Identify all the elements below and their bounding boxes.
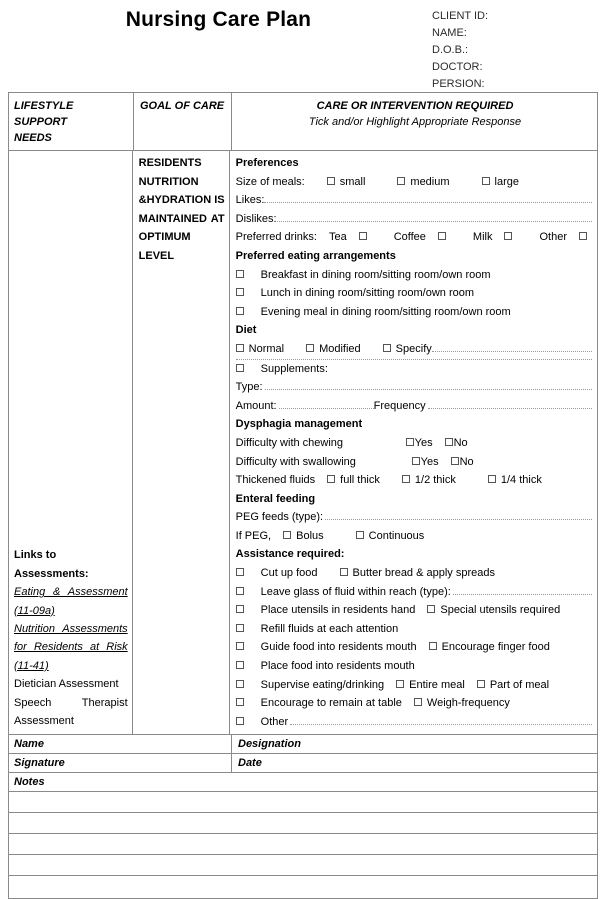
checkbox-remain-at-table[interactable] [236,698,244,706]
label-supervise-eating: Supervise eating/drinking [260,678,385,691]
likes-label: Likes: [235,194,265,207]
page-title: Nursing Care Plan [125,8,312,31]
link-dietician-assessment: Dietician Assessment [14,678,119,691]
dislikes-row [236,210,592,229]
checkbox-half-thick[interactable] [402,475,410,483]
link-eating-assessment[interactable]: Eating & Assessment [14,586,128,599]
label-drink-milk: Milk [472,231,493,244]
assistance-other-input-line[interactable] [290,714,592,725]
leave-glass-fluid-input-line[interactable] [453,584,592,595]
label-date: Date [238,757,262,770]
label-diet-modified: Modified [319,342,361,355]
checkbox-peg-continuous[interactable] [356,531,364,539]
preferences-heading: Preferences [235,157,299,169]
diet-specify-input-line[interactable] [432,341,592,352]
checkbox-diet-specify[interactable] [383,344,391,352]
checkbox-encourage-finger-food[interactable] [429,642,437,650]
supplement-type-input-line[interactable] [265,379,592,390]
label-meal-small: small [339,175,366,188]
label-special-utensils: Special utensils required [440,604,561,617]
label-cut-up-food: Cut up food [260,567,318,580]
checkbox-cut-up-food[interactable] [236,568,244,576]
checkbox-chewing-no[interactable] [445,438,453,446]
client-field-dob: D.O.B.: [432,44,469,56]
checkbox-butter-bread[interactable] [340,568,348,576]
client-field-persion: PERSION: [432,78,485,90]
label-peg-feeds: PEG feeds (type): [235,511,324,524]
link-nutrition-assessments-code[interactable]: (11-41) [14,659,49,672]
checkbox-diet-normal[interactable] [236,344,244,352]
care-header-subtitle: Tick and/or Highlight Appropriate Response [308,116,522,128]
table-header-row [9,93,597,151]
checkbox-meal-large[interactable] [482,177,490,185]
peg-feeds-row [236,508,592,527]
notes-blank-row[interactable] [9,855,597,876]
preferred-drinks-row [236,228,592,247]
client-field-client-id: CLIENT ID: [432,10,489,22]
label-thickened-fluids: Thickened fluids [235,474,316,487]
signature-date-row [9,754,597,773]
preferred-drinks-label: Preferred drinks: [235,231,317,244]
checkbox-supervise-eating[interactable] [236,680,244,688]
client-field-doctor: DOCTOR: [432,61,483,73]
label-full-thick: full thick [340,474,380,487]
label-drink-coffee: Coffee [393,231,426,244]
notes-blank-row[interactable] [9,792,597,813]
goal-line-2: NUTRITION [138,175,199,188]
label-entire-meal: Entire meal [409,678,465,691]
checkbox-guide-food[interactable] [236,642,244,650]
column-header-lifestyle [9,93,134,150]
checkbox-special-utensils[interactable] [427,605,435,613]
label-notes: Notes [9,773,597,792]
label-refill-fluids: Refill fluids at each attention [260,622,399,635]
column-header-care [232,93,597,150]
assistance-row-leave-glass [236,583,592,602]
checkbox-drink-tea[interactable] [359,232,367,240]
label-name: Name [9,735,232,753]
checkbox-drink-milk[interactable] [504,232,512,240]
label-remain-at-table: Encourage to remain at table [260,697,402,710]
checkbox-meal-small[interactable] [327,177,335,185]
label-lunch-location: Lunch in dining room/sitting room/own room [260,287,475,300]
assistance-row-refill-fluids [236,620,592,639]
label-difficulty-chewing: Difficulty with chewing [235,436,344,449]
assistance-required-heading: Assistance required: [235,548,345,561]
supplement-amount-input-line[interactable] [279,398,374,409]
supplements-row [236,360,592,379]
assistance-row-place-food [236,657,592,676]
goal-line-3: &HYDRATION IS [138,194,225,207]
client-info-block [432,8,488,93]
supplement-amount-row [236,397,592,416]
label-swallowing-yes: Yes [420,455,439,468]
assessment-links-italic [14,583,128,675]
label-designation: Designation [238,738,301,751]
goal-of-care-text [139,154,225,266]
label-assistance-other: Other [260,715,289,728]
enteral-feeding-heading: Enteral feeding [235,492,316,505]
checkbox-place-utensils-hand[interactable] [236,605,244,613]
label-part-of-meal: Part of meal [489,678,550,691]
dislikes-input-line[interactable] [277,211,592,222]
column-header-goal: GOAL OF CARE [134,93,232,150]
label-weigh-frequency: Weigh-frequency [426,697,510,710]
assistance-row-guide-food [236,638,592,657]
dislikes-label: Dislikes: [235,212,277,225]
label-diet-normal: Normal [248,342,285,355]
goal-line-5: OPTIMUM LEVEL [138,231,191,262]
link-eating-assessment-code[interactable]: (11-09a) [14,604,55,617]
checkbox-weigh-frequency[interactable] [414,698,422,706]
label-half-thick: 1/2 thick [414,474,456,487]
goal-line-1: RESIDENTS [138,157,202,169]
links-to-assessments [14,546,128,730]
label-chewing-no: No [453,436,468,449]
size-of-meals-label: Size of meals: [235,175,305,188]
checkbox-entire-meal[interactable] [396,680,404,688]
assistance-row-cut-up-food [236,564,592,583]
goal-line-4: MAINTAINED AT [138,212,225,225]
eating-arrangements-heading: Preferred eating arrangements [235,249,396,262]
checkbox-refill-fluids[interactable] [236,624,244,632]
assessment-links-plain [14,675,128,730]
checkbox-peg-bolus[interactable] [283,531,291,539]
label-diet-specify: Specify [395,342,432,355]
label-drink-other: Other [539,231,567,244]
checkbox-breakfast-location[interactable] [236,270,244,278]
lifestyle-support-needs-cell [9,151,133,734]
dysphagia-heading: Dysphagia management [235,418,363,431]
label-difficulty-swallowing: Difficulty with swallowing [235,455,356,468]
checkbox-swallowing-yes[interactable] [412,457,420,465]
eating-arrangement-lunch-row [236,284,592,303]
label-drink-tea: Tea [328,231,347,244]
difficulty-chewing-row [236,434,592,453]
assistance-row-place-utensils [236,601,592,620]
link-speech-therapist: Speech Therapist [14,696,128,709]
label-if-peg: If PEG, [235,529,272,542]
supplement-frequency-label: Frequency [373,399,426,412]
likes-input-line[interactable] [264,192,592,203]
supplement-amount-label: Amount: [235,399,277,412]
checkbox-place-food-mouth[interactable] [236,661,244,669]
checkbox-leave-glass-fluid[interactable] [236,587,244,595]
label-quarter-thick: 1/4 thick [500,474,542,487]
client-field-name: NAME: [432,27,467,39]
checkbox-drink-other[interactable] [579,232,587,240]
label-meal-large: large [494,175,519,188]
care-header-title: CARE OR INTERVENTION REQUIRED [316,100,514,112]
label-meal-medium: medium [410,175,450,188]
label-peg-continuous: Continuous [368,529,425,542]
checkbox-chewing-yes[interactable] [406,438,414,446]
label-chewing-yes: Yes [414,436,433,449]
supplement-type-label: Type: [235,381,263,394]
checkbox-drink-coffee[interactable] [438,232,446,240]
label-encourage-finger-food: Encourage finger food [441,641,550,654]
checkbox-swallowing-no[interactable] [451,457,459,465]
checkbox-diet-modified[interactable] [306,344,314,352]
if-peg-row [236,527,592,546]
link-nutrition-assessments-line2[interactable]: for Residents at Risk [14,641,128,654]
lifestyle-header-line2: NEEDS [14,132,52,144]
supplement-frequency-input-line[interactable] [428,398,592,409]
assistance-row-remain-at-table [236,694,592,713]
label-guide-food: Guide food into residents mouth [260,641,417,654]
checkbox-meal-medium[interactable] [397,177,405,185]
links-heading: Links to Assessments: [14,549,89,580]
eating-arrangement-evening-row [236,303,592,322]
link-nutrition-assessments[interactable]: Nutrition Assessments [14,622,128,635]
checkbox-supplements[interactable] [236,364,244,372]
label-breakfast-location: Breakfast in dining room/sitting room/own room [260,268,491,281]
diet-heading: Diet [235,324,257,337]
label-place-utensils-hand: Place utensils in residents hand [260,604,416,617]
supplement-type-row [236,378,592,397]
checkbox-evening-meal-location[interactable] [236,307,244,315]
link-speech-therapist-line2: Assessment [14,715,74,727]
diet-options-row [236,340,592,359]
likes-row [236,191,592,210]
peg-feeds-input-line[interactable] [325,509,592,520]
checkbox-full-thick[interactable] [327,475,335,483]
document-header [0,0,607,92]
goal-of-care-cell [133,151,230,734]
label-evening-meal-location: Evening meal in dining room/sitting room/own room [260,305,511,318]
label-supplements: Supplements: [260,362,328,375]
checkbox-quarter-thick[interactable] [488,475,496,483]
assistance-row-supervise [236,676,592,695]
name-designation-row [9,735,597,754]
notes-blank-row[interactable] [9,876,597,899]
label-peg-bolus: Bolus [296,529,324,542]
notes-blank-row[interactable] [9,834,597,855]
table-body-row [9,151,597,735]
checkbox-part-of-meal[interactable] [477,680,485,688]
label-butter-bread: Butter bread & apply spreads [352,567,495,580]
checkbox-lunch-location[interactable] [236,288,244,296]
care-plan-table [8,92,598,899]
lifestyle-header-line1: LIFESTYLE SUPPORT [14,100,74,128]
assistance-row-other [236,713,592,732]
thickened-fluids-row [236,471,592,490]
notes-blank-row[interactable] [9,813,597,834]
label-leave-glass-fluid: Leave glass of fluid within reach (type): [260,585,451,598]
eating-arrangement-breakfast-row [236,266,592,285]
checkbox-assistance-other[interactable] [236,717,244,725]
label-swallowing-no: No [459,455,474,468]
label-signature: Signature [9,754,232,772]
label-place-food-mouth: Place food into residents mouth [260,660,415,673]
size-of-meals-row [236,173,592,192]
difficulty-swallowing-row [236,453,592,472]
care-intervention-cell [230,151,597,734]
